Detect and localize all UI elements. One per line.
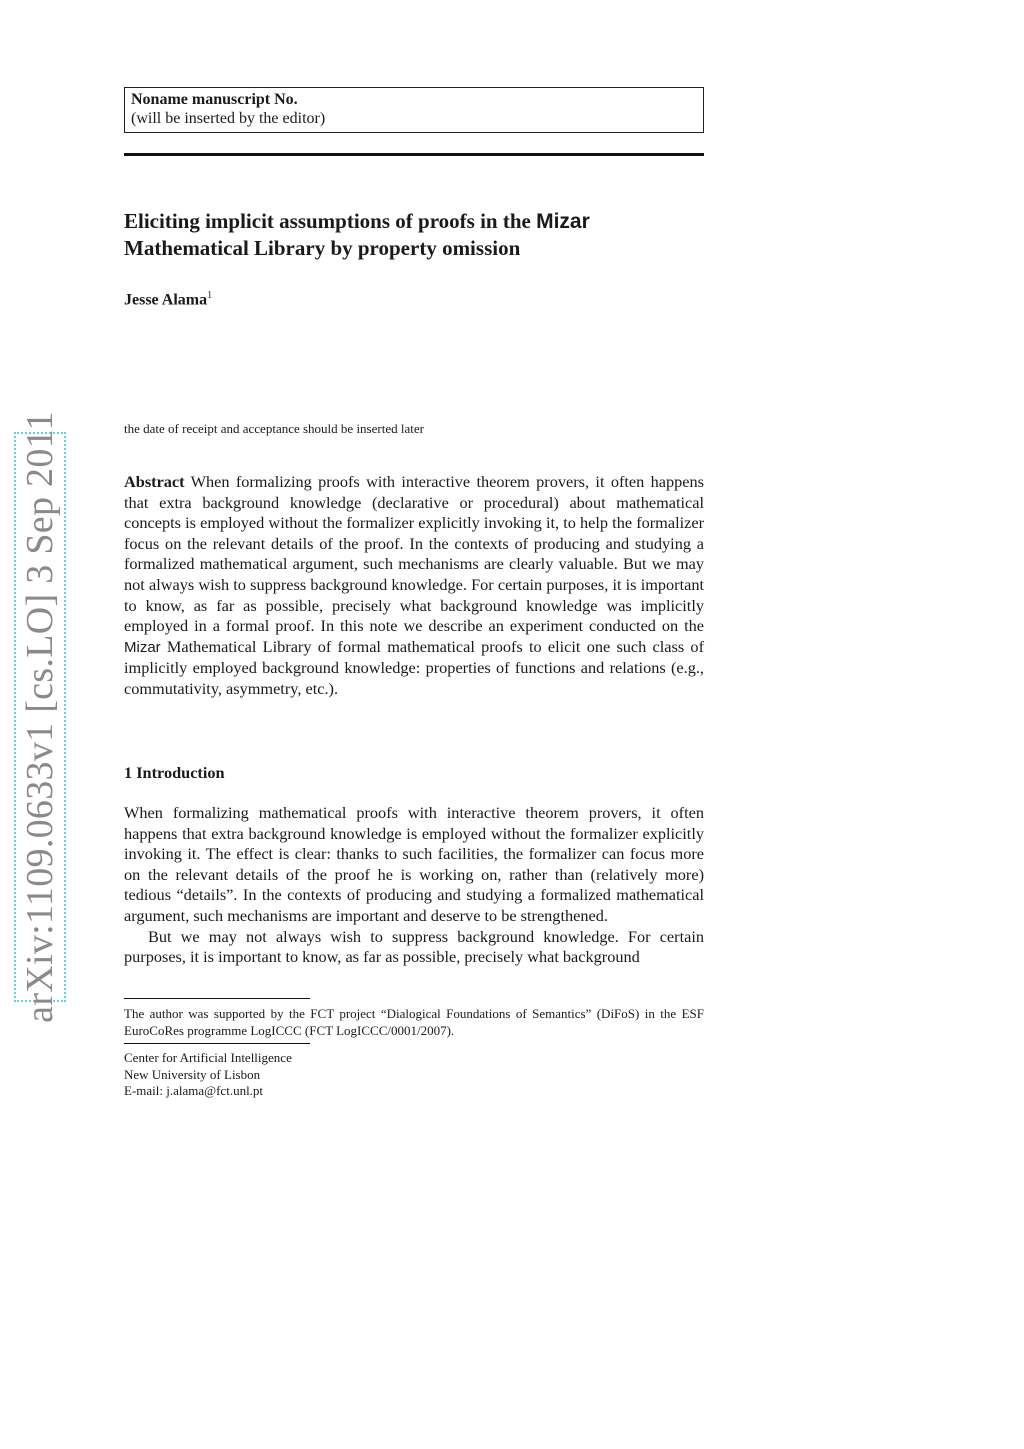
intro-paragraph-2: But we may not always wish to suppress background knowledge. For certain purposes, it is important to know, as far as possible, precisely what background (124, 926, 704, 967)
affiliation-rule (124, 1043, 310, 1044)
title-part-2: Mathematical Library by property omission (124, 236, 521, 260)
manuscript-box (124, 87, 704, 133)
header-rule (124, 153, 704, 156)
intro-paragraph-1: When formalizing mathematical proofs with interactive theorem provers, it often happens that extra background knowledge is employed without the formalizer explicitly invoking it. The effect is clear: thanks to such facilities, the formalizer can focus more on the relevant details of the proof he is working on, rather than (relatively more) tedious “details”. In the contexts of producing and studying a formalized mathematical argument, such mechanisms are important and deserve to be strengthened. (124, 803, 704, 925)
paper-title (124, 208, 704, 262)
abstract-text-2: Mathematical Library of formal mathematical proofs to elicit one such class of implicitly employed background knowledge: properties of functions and relations (e.g., commutativity, asymmetry, etc.). (124, 636, 704, 698)
author-line (124, 290, 704, 309)
receipt-note: the date of receipt and acceptance should be inserted later (124, 421, 424, 436)
arxiv-identifier: arXiv:1109.0633v1 [cs.LO] 3 Sep 2011 (19, 411, 61, 1023)
manuscript-number: Noname manuscript No. (131, 91, 298, 108)
abstract-text-1: When formalizing proofs with interactive theorem provers, it often happens that extra background knowledge (declarative or procedural) about mathematical concepts is employed without the formalizer explicitly invoking it, to help the formalizer focus on the relevant details of the proof. In the contexts of producing and studying a formalized mathematical argument, such mechanisms are clearly valuable. But we may not always wish to suppress background knowledge. For certain purposes, it is important to know, as far as possible, precisely what background knowledge was implicitly employed in a formal proof. In this note we describe an experiment conducted on the (124, 472, 704, 636)
title-mizar: Mizar (536, 210, 590, 233)
title-part-1: Eliciting implicit assumptions of proofs in the (124, 209, 537, 233)
arxiv-stamp (14, 411, 66, 1023)
author-affiliation (124, 1050, 704, 1100)
abstract-label: Abstract (124, 472, 185, 491)
manuscript-editor-note: (will be inserted by the editor) (131, 110, 326, 127)
funding-footnote: The author was supported by the FCT project “Dialogical Foundations of Semantics” (DiFoS) in the ESF EuroCoRes programme LogICCC (FCT LogICCC/0001/2007). (124, 1006, 704, 1038)
section-heading-introduction: 1 Introduction (124, 763, 225, 782)
author-affiliation-mark: 1 (207, 290, 213, 301)
affiliation-university: New University of Lisbon (124, 1066, 261, 1082)
affiliation-email: E-mail: j.alama@fct.unl.pt (124, 1083, 264, 1098)
author-name: Jesse Alama (124, 291, 208, 309)
introduction-body (124, 803, 704, 968)
footnote-rule (124, 998, 310, 999)
abstract-mizar: Mizar (124, 638, 161, 656)
abstract (124, 472, 704, 700)
affiliation-institute: Center for Artificial Intelligence (124, 1050, 292, 1065)
